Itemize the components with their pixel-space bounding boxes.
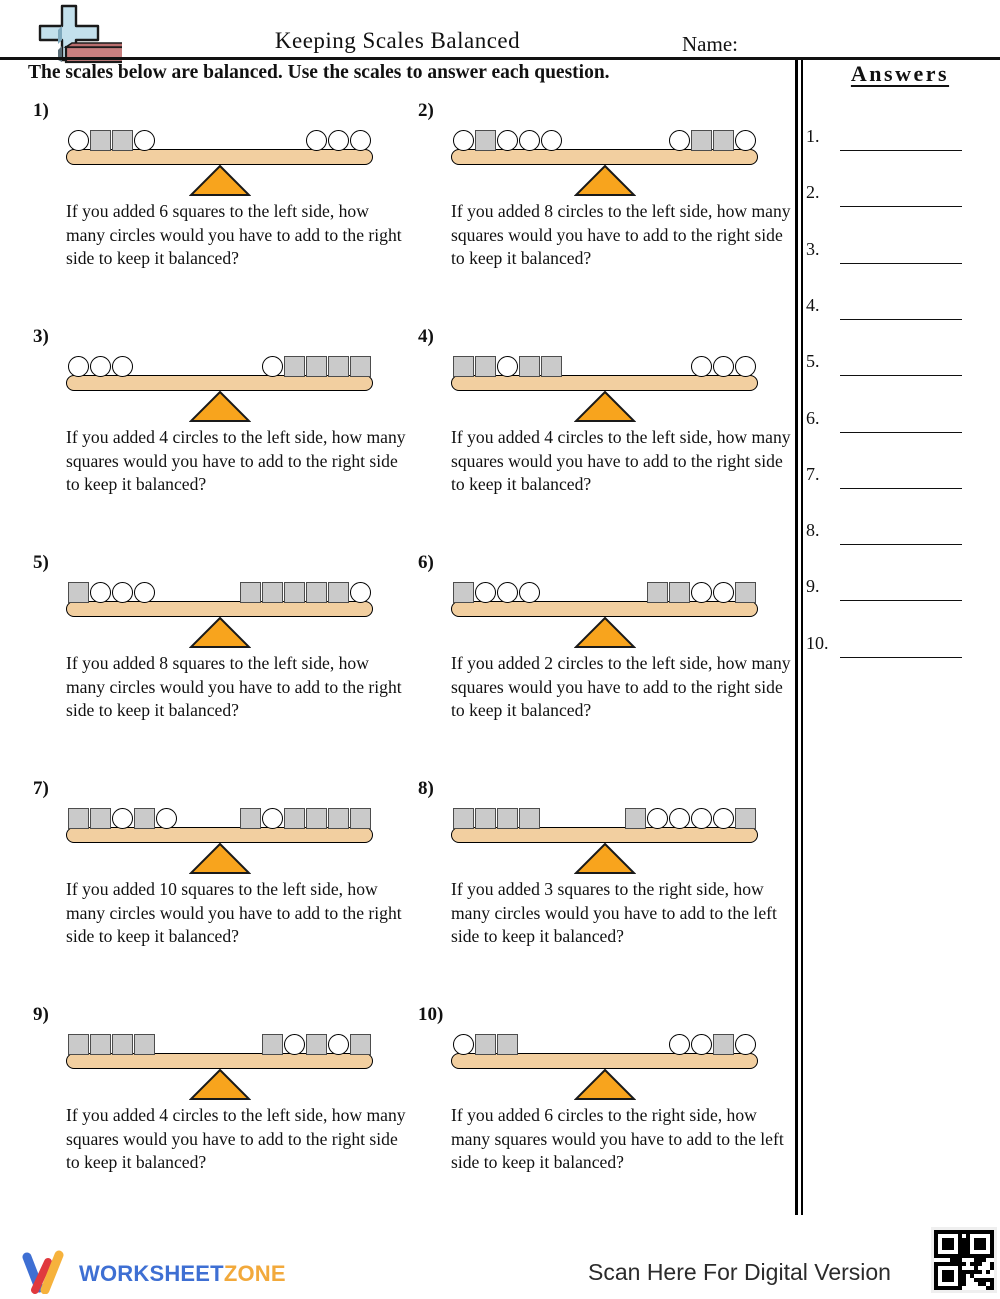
scale-shapes xyxy=(66,355,373,377)
scale-beam xyxy=(66,149,373,165)
square-shape xyxy=(262,582,283,603)
answer-row xyxy=(806,633,994,654)
circle-shape xyxy=(475,582,496,603)
problem-question: If you added 8 squares to the left side, how many circles would you have to add to the right side to keep it balanced? xyxy=(66,653,402,720)
problem-question: If you added 8 circles to the left side, how many squares would you have to add to the right side to keep it balanced? xyxy=(451,201,791,268)
problem-block xyxy=(33,1004,406,1175)
square-shape xyxy=(691,130,712,151)
problem-question: If you added 3 squares to the right side, how many circles would you have to add to the left side to keep it balanced? xyxy=(451,879,777,946)
circle-shape xyxy=(112,356,133,377)
problem-number: 9) xyxy=(33,1004,49,1025)
answer-number: 1. xyxy=(806,126,820,146)
circle-shape xyxy=(497,130,518,151)
right-shape-group xyxy=(240,582,371,603)
answer-row xyxy=(806,408,994,429)
scan-here-text: Scan Here For Digital Version xyxy=(588,1259,891,1285)
scale-beam xyxy=(451,1053,758,1069)
right-shape-group xyxy=(669,130,756,151)
circle-shape xyxy=(519,582,540,603)
square-shape xyxy=(90,1034,111,1055)
problem-block xyxy=(418,326,791,497)
answers-title: Answers xyxy=(850,61,950,86)
problem-question: If you added 4 circles to the left side, how many squares would you have to add to the right side to keep it balanced? xyxy=(451,427,791,494)
scale-fulcrum xyxy=(451,843,758,875)
right-shape-group xyxy=(669,1034,756,1055)
left-shape-group xyxy=(453,130,562,151)
problem-block xyxy=(33,778,401,949)
circle-shape xyxy=(68,356,89,377)
square-shape xyxy=(68,582,89,603)
square-shape xyxy=(350,356,371,377)
square-shape xyxy=(519,356,540,377)
circle-shape xyxy=(112,808,133,829)
problem-block xyxy=(33,100,401,271)
left-shape-group xyxy=(68,356,133,377)
logo-text-worksheet: WORKSHEET xyxy=(79,1260,224,1286)
answer-number: 6. xyxy=(806,407,820,428)
square-shape xyxy=(68,1034,89,1055)
square-shape xyxy=(497,808,518,829)
square-shape xyxy=(350,808,371,829)
square-shape xyxy=(134,808,155,829)
qr-code xyxy=(931,1227,997,1293)
square-shape xyxy=(475,1034,496,1055)
square-shape xyxy=(240,808,261,829)
circle-shape xyxy=(156,808,177,829)
square-shape xyxy=(328,582,349,603)
answer-blank-line[interactable] xyxy=(840,470,962,489)
right-shape-group xyxy=(240,808,371,829)
balance-scale xyxy=(451,355,758,423)
square-shape xyxy=(669,582,690,603)
scale-fulcrum xyxy=(66,1069,373,1101)
circle-shape xyxy=(306,130,327,151)
scale-beam xyxy=(66,827,373,843)
square-shape xyxy=(306,1034,327,1055)
square-shape xyxy=(284,582,305,603)
answer-row xyxy=(806,576,994,597)
scale-fulcrum xyxy=(66,617,373,649)
instruction-text: The scales below are balanced. Use the scales to answer each question. xyxy=(28,62,610,83)
square-shape xyxy=(328,808,349,829)
problem-question: If you added 10 squares to the left side, how many circles would you have to add to the right side to keep it balanced? xyxy=(66,879,402,946)
balance-scale xyxy=(66,129,373,197)
circle-shape xyxy=(134,582,155,603)
circle-shape xyxy=(691,582,712,603)
circle-shape xyxy=(519,130,540,151)
problem-question: If you added 4 circles to the left side, how many squares would you have to add to the right side to keep it balanced? xyxy=(66,1105,406,1172)
circle-shape xyxy=(713,808,734,829)
square-shape xyxy=(497,1034,518,1055)
square-shape xyxy=(713,1034,734,1055)
left-shape-group xyxy=(68,130,155,151)
square-shape xyxy=(735,582,756,603)
circle-shape xyxy=(735,1034,756,1055)
circle-shape xyxy=(90,356,111,377)
circle-shape xyxy=(713,356,734,377)
scale-shapes xyxy=(66,807,373,829)
square-shape xyxy=(475,808,496,829)
answer-blank-line[interactable] xyxy=(840,526,962,545)
square-shape xyxy=(68,808,89,829)
answer-blank-line[interactable] xyxy=(840,357,962,376)
page-title: Keeping Scales Balanced xyxy=(274,28,521,53)
left-shape-group xyxy=(453,582,540,603)
answer-row xyxy=(806,295,994,316)
answer-blank-line[interactable] xyxy=(840,414,962,433)
problem-number: 1) xyxy=(33,100,49,121)
answer-number: 2. xyxy=(806,182,820,203)
right-shape-group xyxy=(262,356,371,377)
scale-fulcrum xyxy=(451,391,758,423)
scale-fulcrum xyxy=(451,1069,758,1101)
scale-beam xyxy=(66,601,373,617)
left-shape-group xyxy=(453,1034,518,1055)
square-shape xyxy=(541,356,562,377)
problem-number: 4) xyxy=(418,326,434,347)
scale-beam xyxy=(451,149,758,165)
scale-fulcrum xyxy=(66,843,373,875)
circle-shape xyxy=(134,130,155,151)
scale-shapes xyxy=(451,1033,758,1055)
scale-fulcrum xyxy=(451,617,758,649)
square-shape xyxy=(90,130,111,151)
right-shape-group xyxy=(691,356,756,377)
circle-shape xyxy=(691,356,712,377)
problem-question: If you added 6 squares to the left side, how many circles would you have to add to the right side to keep it balanced? xyxy=(66,201,402,268)
right-shape-group xyxy=(262,1034,371,1055)
answer-blank-line[interactable] xyxy=(840,639,962,658)
circle-shape xyxy=(497,582,518,603)
circle-shape xyxy=(68,130,89,151)
answer-row xyxy=(806,520,994,541)
scale-shapes xyxy=(451,807,758,829)
scale-shapes xyxy=(451,581,758,603)
problem-block xyxy=(418,1004,786,1175)
scale-shapes xyxy=(66,1033,373,1055)
square-shape xyxy=(306,582,327,603)
square-shape xyxy=(112,1034,133,1055)
left-shape-group xyxy=(68,582,155,603)
square-shape xyxy=(453,356,474,377)
circle-shape xyxy=(262,356,283,377)
square-shape xyxy=(306,356,327,377)
circle-shape xyxy=(691,808,712,829)
right-shape-group xyxy=(625,808,756,829)
scale-beam xyxy=(451,601,758,617)
problem-number: 10) xyxy=(418,1004,444,1025)
circle-shape xyxy=(647,808,668,829)
square-shape xyxy=(90,808,111,829)
circle-shape xyxy=(735,130,756,151)
problem-number: 3) xyxy=(33,326,49,347)
left-shape-group xyxy=(453,356,562,377)
answer-row xyxy=(806,239,994,260)
scale-shapes xyxy=(66,581,373,603)
circle-shape xyxy=(350,582,371,603)
left-shape-group xyxy=(68,1034,155,1055)
answer-blank-line[interactable] xyxy=(840,132,962,151)
square-shape xyxy=(328,356,349,377)
circle-shape xyxy=(735,356,756,377)
answer-row xyxy=(806,126,994,147)
right-shape-group xyxy=(647,582,756,603)
balance-scale xyxy=(451,581,758,649)
worksheet-zone-logo xyxy=(18,1248,286,1299)
name-label: Name: xyxy=(682,32,738,56)
circle-shape xyxy=(90,582,111,603)
square-shape xyxy=(625,808,646,829)
header-rule xyxy=(0,57,1000,60)
problem-block xyxy=(33,326,406,497)
answer-row xyxy=(806,464,994,485)
square-shape xyxy=(519,808,540,829)
square-shape xyxy=(262,1034,283,1055)
circle-shape xyxy=(350,130,371,151)
circle-shape xyxy=(284,1034,305,1055)
worksheet-zone-logo-icon xyxy=(18,1248,70,1299)
scale-fulcrum xyxy=(66,391,373,423)
balance-scale xyxy=(66,1033,373,1101)
circle-shape xyxy=(453,1034,474,1055)
square-shape xyxy=(713,130,734,151)
square-shape xyxy=(240,582,261,603)
circle-shape xyxy=(112,582,133,603)
circle-shape xyxy=(669,808,690,829)
answer-number: 3. xyxy=(806,238,820,259)
circle-shape xyxy=(328,1034,349,1055)
square-shape xyxy=(134,1034,155,1055)
answer-blank-line[interactable] xyxy=(840,188,962,207)
circle-shape xyxy=(453,130,474,151)
circle-shape xyxy=(541,130,562,151)
scale-beam xyxy=(66,375,373,391)
square-shape xyxy=(475,130,496,151)
scale-fulcrum xyxy=(66,165,373,197)
scale-beam xyxy=(451,827,758,843)
problem-number: 7) xyxy=(33,778,49,799)
circle-shape xyxy=(262,808,283,829)
circle-shape xyxy=(713,582,734,603)
answer-number: 7. xyxy=(806,463,820,484)
square-shape xyxy=(735,808,756,829)
circle-shape xyxy=(497,356,518,377)
answer-row xyxy=(806,182,994,203)
square-shape xyxy=(453,582,474,603)
circle-shape xyxy=(328,130,349,151)
balance-scale xyxy=(66,581,373,649)
square-shape xyxy=(284,808,305,829)
circle-shape xyxy=(691,1034,712,1055)
square-shape xyxy=(453,808,474,829)
square-shape xyxy=(284,356,305,377)
scale-shapes xyxy=(451,129,758,151)
problem-question: If you added 2 circles to the left side, how many squares would you have to add to the right side to keep it balanced? xyxy=(451,653,791,720)
balance-scale xyxy=(451,1033,758,1101)
problem-number: 8) xyxy=(418,778,434,799)
balance-scale xyxy=(66,355,373,423)
square-shape xyxy=(647,582,668,603)
square-shape xyxy=(350,1034,371,1055)
balance-scale xyxy=(451,807,758,875)
logo-text-zone: ZONE xyxy=(223,1260,286,1286)
answer-number: 5. xyxy=(806,351,820,372)
problem-question: If you added 4 circles to the left side, how many squares would you have to add to the right side to keep it balanced? xyxy=(66,427,406,494)
answer-number: 9. xyxy=(806,576,820,597)
scale-fulcrum xyxy=(451,165,758,197)
scale-shapes xyxy=(451,355,758,377)
answer-blank-line[interactable] xyxy=(840,245,962,264)
scale-beam xyxy=(451,375,758,391)
problem-block xyxy=(418,552,791,723)
answer-number: 8. xyxy=(806,520,820,541)
answer-blank-line[interactable] xyxy=(840,301,962,320)
left-shape-group xyxy=(453,808,540,829)
scale-beam xyxy=(66,1053,373,1069)
answer-number: 10. xyxy=(806,632,829,653)
problem-question: If you added 6 circles to the right side, how many squares would you have to add to the left side to keep it balanced? xyxy=(451,1105,784,1172)
problem-block xyxy=(418,100,791,271)
square-shape xyxy=(475,356,496,377)
balance-scale xyxy=(66,807,373,875)
scale-shapes xyxy=(66,129,373,151)
answer-row xyxy=(806,351,994,372)
problem-number: 2) xyxy=(418,100,434,121)
circle-shape xyxy=(669,130,690,151)
square-shape xyxy=(112,130,133,151)
square-shape xyxy=(306,808,327,829)
right-shape-group xyxy=(306,130,371,151)
balance-scale xyxy=(451,129,758,197)
problem-block xyxy=(418,778,786,949)
problem-block xyxy=(33,552,401,723)
answer-blank-line[interactable] xyxy=(840,582,962,601)
problem-number: 6) xyxy=(418,552,434,573)
circle-shape xyxy=(669,1034,690,1055)
answer-number: 4. xyxy=(806,294,820,315)
left-shape-group xyxy=(68,808,177,829)
problem-number: 5) xyxy=(33,552,49,573)
answers-divider xyxy=(795,60,803,1215)
